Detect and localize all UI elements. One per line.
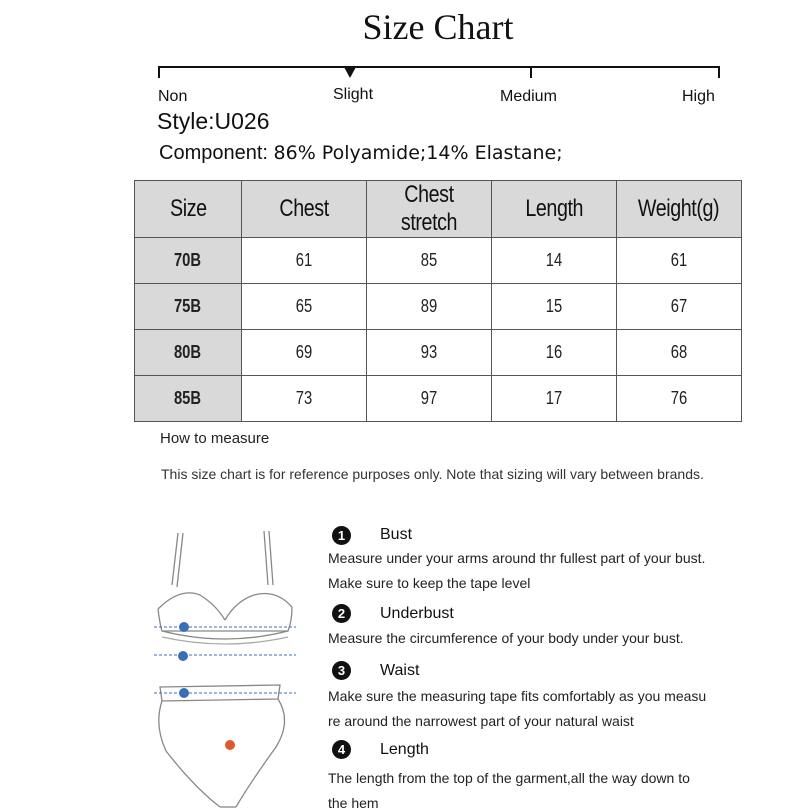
column-header: Weight(g) [617,181,742,238]
step-4-line-1: The length from the top of the garment,all the way down to [328,770,690,786]
table-cell: 61 [242,238,367,284]
table-cell: 93 [367,330,492,376]
component-label: Component: [159,142,268,164]
scale-label-medium: Medium [500,88,557,105]
reference-note: This size chart is for reference purposes only. Note that sizing will vary between brands. [161,466,704,482]
column-header: Length [492,181,617,238]
table-cell: 17 [492,376,617,422]
table-cell: 15 [492,284,617,330]
table-cell: 97 [367,376,492,422]
scale-label-high: High [682,88,715,105]
table-cell-size: 80B [135,330,242,376]
step-3-line-2: re around the narrowest part of your natural waist [328,713,634,729]
step-3-line-1: Make sure the measuring tape fits comfortably as you measu [328,688,707,704]
bikini-illustration-icon [150,525,300,811]
component-value: 86% Polyamide;14% Elastane; [273,142,563,164]
component-line [159,142,563,165]
step-2-title: Underbust [380,605,454,622]
column-header: Chest stretch [367,181,492,238]
table-cell: 61 [617,238,742,284]
table-cell-size: 70B [135,238,242,284]
table-cell: 65 [242,284,367,330]
scale-tick [158,66,160,78]
table-cell-size: 75B [135,284,242,330]
scale-tick [530,66,532,78]
step-1-title: Bust [380,526,413,543]
page-title: Size Chart [362,7,514,47]
table-row [135,330,742,376]
table-cell: 16 [492,330,617,376]
table-cell: 85 [367,238,492,284]
size-table [134,180,742,422]
scale-selected-marker-icon [344,67,356,78]
style-code: Style:U026 [157,108,270,134]
table-row [135,238,742,284]
table-cell: 73 [242,376,367,422]
step-1-number-icon: 1 [332,526,351,545]
table-header-row [135,181,742,238]
step-2-line-1: Measure the circumference of your body under your bust. [328,630,684,646]
table-cell: 69 [242,330,367,376]
table-cell-size: 85B [135,376,242,422]
step-4-line-2: the hem [328,795,379,811]
scale-label-slight: Slight [333,86,374,103]
step-4-title: Length [380,741,429,758]
step-3-title: Waist [380,662,420,679]
table-cell: 89 [367,284,492,330]
scale-line [158,66,720,68]
step-3-number-icon: 3 [332,661,351,680]
table-row [135,284,742,330]
step-4-number-icon: 4 [332,740,351,759]
scale-label-non: Non [158,88,188,105]
table-row [135,376,742,422]
step-1-line-1: Measure under your arms around thr fullest part of your bust. [328,550,706,566]
table-cell: 68 [617,330,742,376]
table-cell: 67 [617,284,742,330]
table-cell: 14 [492,238,617,284]
column-header: Chest [242,181,367,238]
step-1-line-2: Make sure to keep the tape level [328,575,531,591]
step-2-number-icon: 2 [332,604,351,623]
scale-tick [718,66,720,78]
table-cell: 76 [617,376,742,422]
how-to-measure-title: How to measure [160,430,270,447]
column-header: Size [135,181,242,238]
